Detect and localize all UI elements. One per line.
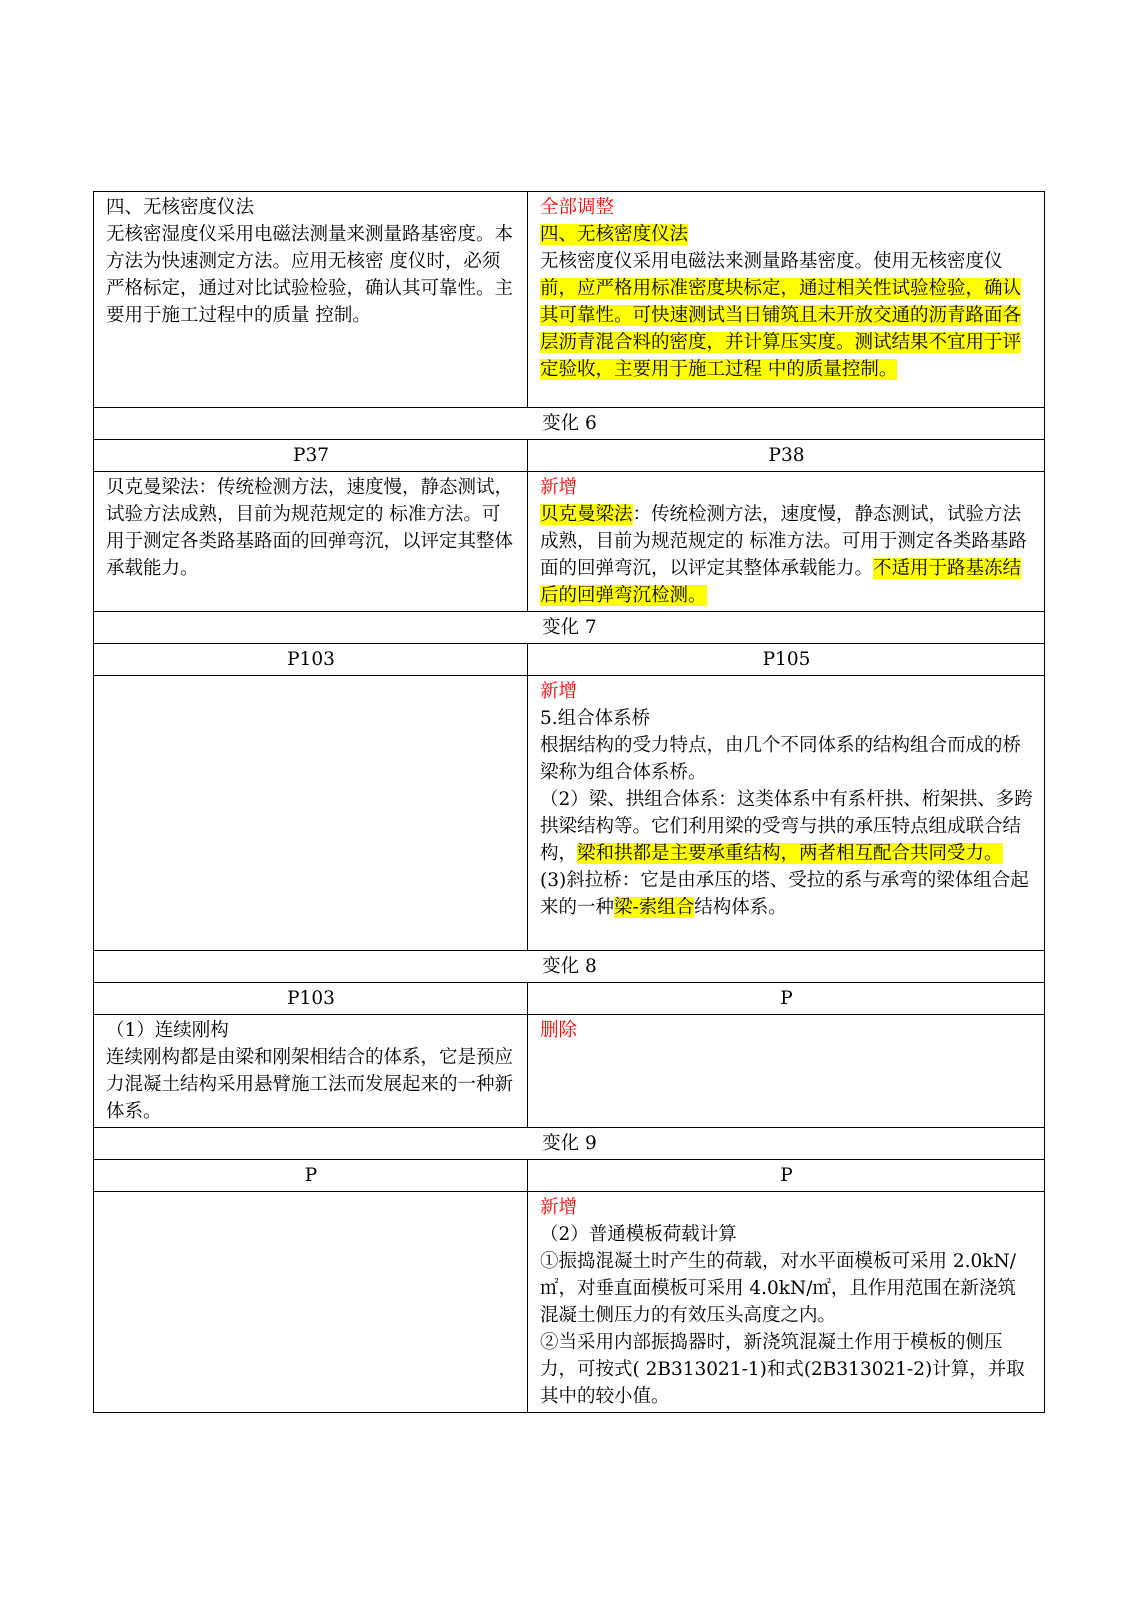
change-tag: 删除 [540,1020,578,1041]
table-row [94,1015,1045,1128]
table-row [94,612,1045,644]
change-heading: 变化 7 [94,612,1045,644]
change-heading: 变化 6 [94,408,1045,440]
change-tag: 新增 [540,681,578,702]
table-row [94,676,1045,951]
paragraph: ①振捣混凝土时产生的荷载，对水平面模板可采用 2.0kN/㎡，对垂直面模板可采用 4.0kN/㎡，且作用范围在新浇筑混凝土侧压力的有效压头高度之内。 [540,1251,1016,1326]
old-content-cell [94,1192,528,1413]
old-page-number: P37 [94,440,528,472]
old-content-cell [94,1015,528,1128]
section-title: 四、无核密度仪法 [540,224,689,245]
highlighted-paragraph: 前，应严格用标准密度块标定，通过相关性试验检验，确认其可靠性。可快速测试当日铺筑且未开放交通的沥青路面各层沥青混合料的密度，并计算压实度。测试结果不宜用于评定验收，主要用于施工过程 中的质量控制。 [540,278,1022,380]
new-content-cell [528,1192,1045,1413]
old-content-cell [94,472,528,612]
new-page-number: P38 [528,440,1045,472]
table-row [94,408,1045,440]
change-tag: 新增 [540,1197,578,1218]
paragraph: 无核密湿度仪采用电磁法测量来测量路基密度。本方法为快速测定方法。应用无核密 度仪时，必须严格标定，通过对比试验检验，确认其可靠性。主要用于施工过程中的质量 控制。 [106,224,514,326]
paragraph: 贝克曼梁法：传统检测方法，速度慢，静态测试，试验方法成熟，目前为规范规定的 标准方法。可用于测定各类路基路面的回弹弯沉，以评定其整体承载能力。 [106,477,514,579]
new-content-cell [528,676,1045,951]
comparison-table [93,191,1045,1413]
paragraph: 根据结构的受力特点，由几个不同体系的结构组合而成的桥梁称为组合体系桥。 [540,735,1022,783]
change-tag: 新增 [540,477,578,498]
new-content-cell [528,472,1045,612]
highlighted-sentence: 不适用于路基冻结后的回弹弯沉检测。 [540,558,1022,606]
old-page-number: P [94,1160,528,1192]
change-tag: 全部调整 [540,197,615,218]
table-row [94,983,1045,1015]
new-content-cell [528,192,1045,408]
new-page-number: P [528,1160,1045,1192]
table-row [94,440,1045,472]
highlighted-term: 梁-索组合 [614,897,695,918]
paragraph: ②当采用内部振捣器时，新浇筑混凝土作用于模板的侧压力，可按式( 2B313021-1)和式(2B313021-2)计算，并取其中的较小值。 [540,1332,1025,1407]
paragraph: （2）梁、拱组合体系：这类体系中有系杆拱、桁架拱、多跨拱梁结构等。它们利用梁的受弯与拱的承压特点组成联合结构， [540,789,1033,864]
table-row [94,1160,1045,1192]
subsection-title: （1）连续刚构 [106,1020,229,1041]
highlighted-term: 贝克曼梁法 [540,504,633,525]
table-row [94,1128,1045,1160]
table-row [94,644,1045,676]
new-content-cell [528,1015,1045,1128]
paragraph: (3)斜拉桥：它是由承压的塔、受拉的系与承弯的梁体组合起来的一种 [540,870,1029,918]
subsection-title: （2）普通模板荷载计算 [540,1224,737,1245]
table-row [94,1192,1045,1413]
new-page-number: P [528,983,1045,1015]
paragraph: 结构体系。 [694,897,787,918]
new-page-number: P105 [528,644,1045,676]
paragraph: 无核密度仪采用电磁法来测量路基密度。使用无核密度仪 [540,251,1003,272]
paragraph: 连续刚构都是由梁和刚架相结合的体系，它是预应力混凝土结构采用悬臂施工法而发展起来的一种新体系。 [106,1047,514,1122]
table-row [94,472,1045,612]
section-title: 四、无核密度仪法 [106,197,255,218]
old-page-number: P103 [94,983,528,1015]
old-page-number: P103 [94,644,528,676]
change-heading: 变化 8 [94,951,1045,983]
change-heading: 变化 9 [94,1128,1045,1160]
subsection-title: 5.组合体系桥 [540,708,651,729]
paragraph: ：传统检测方法，速度慢，静态测试，试验方法成熟，目前为规范规定的 标准方法。可用于测定各类路基路面的回弹弯沉，以评定其整体承载能力。 [540,504,1027,579]
table-row [94,951,1045,983]
old-content-cell [94,676,528,951]
old-content-cell [94,192,528,408]
highlighted-sentence: 梁和拱都是主要承重结构，两者相互配合共同受力。 [577,843,1003,864]
table-row [94,192,1045,408]
